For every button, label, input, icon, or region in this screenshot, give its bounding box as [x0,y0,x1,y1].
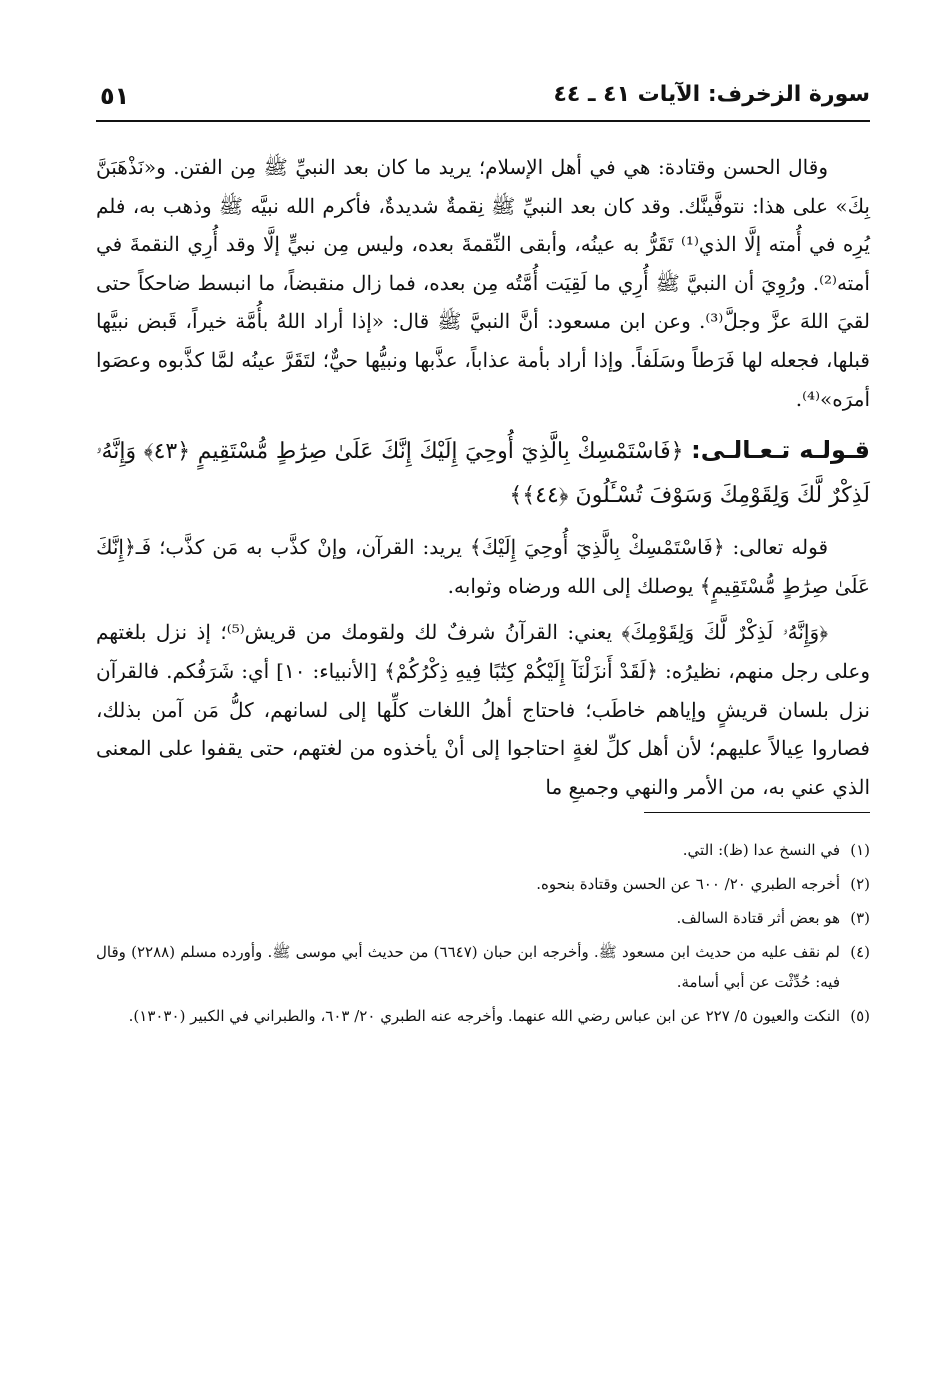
p3-ref: [الأنبياء: ١٠] [276,658,378,683]
paragraph-tafsir-2 [96,613,870,806]
verse-heading [96,428,870,518]
footnote-number: (١) [850,841,870,860]
verse-label: قـولـه تـعـالـى: [691,436,870,465]
footnote-number: (٢) [850,875,870,894]
verse-text: ﴿فَاسْتَمْسِكْ بِالَّذِيٓ أُوحِيَ إِلَيْكَ إِنَّكَ عَلَىٰ صِرَٰطٍ مُّسْتَقِيمٍ ﴿٤٣﴾ وَإِنَّهُۥ لَذِكْرٌ لَّكَ وَلِقَوْمِكَ وَسَوْفَ تُسْـَٔلُونَ ﴿٤٤﴾﴾ [96,439,870,509]
footnote-number: (٣) [850,909,870,928]
paragraph-commentary: وقال الحسن وقتادة: هي في أهل الإسلام؛ يريد ما كان بعد النبيِّ ﷺ مِن الفتن. و«نَذْهَبَنَّ بِكَ» على هذا: نتوفَّينَّك. وقد كان بعد النبيِّ ﷺ نِقمةٌ شديدةٌ، فأكرم الله نبيَّه ﷺ وذهب به، فلم يُرِه في أُمته إلَّا الذي⁽¹⁾ تَقَرُّ به عينُه، وأبقى النِّقمةَ بعده، وليس مِن نبيٍّ إلَّا وقد أُرِي النقمةَ في أمته⁽²⁾. ورُوِيَ أن النبيَّ ﷺ أُرِي ما لَقِيَت أُمَّتُه مِن بعده، فما زال منقبضاً، ما انبسط ضاحكاً حتى لقيَ اللهَ عزَّ وجلَّ⁽³⁾. وعن ابن مسعود: أنَّ النبيَّ ﷺ قال: «إذا أراد اللهُ بأُمَّة خيراً، قَبض نبيَّها قبلها، فجعله لها فَرَطاً وسَلَفاً. وإذا أراد بأمة عذاباً، عذَّبها ونبيُّها حيٌّ؛ لتَقَرَّ عينُه لمَّا كذَّبوه وعصَوا أمرَه»⁽⁴⁾. [96,155,870,411]
p2-text-2: يوصلك إلى الله ورضاه وثوابه. [447,573,694,598]
footnote-text: النكت والعيون ٥/ ٢٢٧ عن ابن عباس رضي الله عنهما. وأخرجه عنه الطبري ٢٠/ ٦٠٣، والطبراني في الكبير (١٣٠٣٠). [128,1007,840,1026]
footnote-number: (٥) [850,1007,870,1026]
p2-label: قوله تعالى: [732,535,829,560]
p3-text-1: يعني: القرآنُ شرفٌ لك ولقومك من قريش⁽⁵⁾؛ إذ نزل بلغتهم وعلى رجل منهم، نظيرُه: [96,620,870,683]
book-page [96,78,870,1035]
p3-verse-1: ﴿وَإِنَّهُۥ لَذِكْرٌ لَّكَ وَلِقَوْمِكَ﴾ [621,620,829,645]
footnote-4 [96,937,870,997]
footnote-2 [96,869,870,899]
footnote-number: (٤) [850,943,870,962]
main-text [96,148,870,418]
footnote-text: في النسخ عدا (ظ): التي. [682,841,840,860]
surah-title: سورة الزخرف: الآيات ٤١ ـ ٤٤ [553,82,870,107]
page-number: ٥١ [100,82,130,110]
p2-text-1: يريد: القرآن، وإنْ كذَّب به مَن كذَّب؛ فَـ [135,535,462,560]
p3-verse-2: ﴿لَقَدْ أَنزَلْنَآ إِلَيْكُمْ كِتَٰبًا فِيهِ ذِكْرُكُمْ﴾ [384,658,658,683]
footnote-divider [644,812,870,813]
footnote-1 [96,835,870,865]
footnote-text: أخرجه الطبري ٢٠/ ٦٠٠ عن الحسن وقتادة بنحوه. [536,875,840,894]
paragraph-tafsir-1 [96,528,870,605]
p2-verse-2: ﴿إِنَّكَ عَلَىٰ صِرَٰطٍ مُّسْتَقِيمٍ﴾ [96,535,870,598]
p3-text-2: أي: شَرَفُكم. فالقرآن نزل بلسان قريشٍ وإياهم خاطَب؛ فاحتاج أهلُ اللغات كلِّها إلى لسانهم، كلُّ مَن آمن بذلك، فصاروا عِيالاً عليهم؛ لأن أهل كلِّ لغةٍ احتاجوا إلى أنْ يأخذوه من لغتهم، حتى يقفوا على المعنى الذي عني به، من الأمر والنهي وجميعِ ما [96,658,870,799]
footnote-3 [96,903,870,933]
footnotes [96,835,870,1031]
p2-verse-1: ﴿فَاسْتَمْسِكْ بِالَّذِيٓ أُوحِيَ إِلَيْكَ﴾ [469,535,725,560]
main-text-2 [96,528,870,806]
footnote-text: لم نقف عليه من حديث ابن مسعود ﷺ. وأخرجه ابن حبان (٦٦٤٧) من حديث أبي موسى ﷺ. وأورده مسلم (٢٢٨٨) وقال فيه: حُدِّثْت عن أبي أسامة. [96,943,840,992]
footnote-text: هو بعض أثر قتادة السالف. [676,909,840,928]
footnote-5 [96,1001,870,1031]
page-header [96,78,870,122]
